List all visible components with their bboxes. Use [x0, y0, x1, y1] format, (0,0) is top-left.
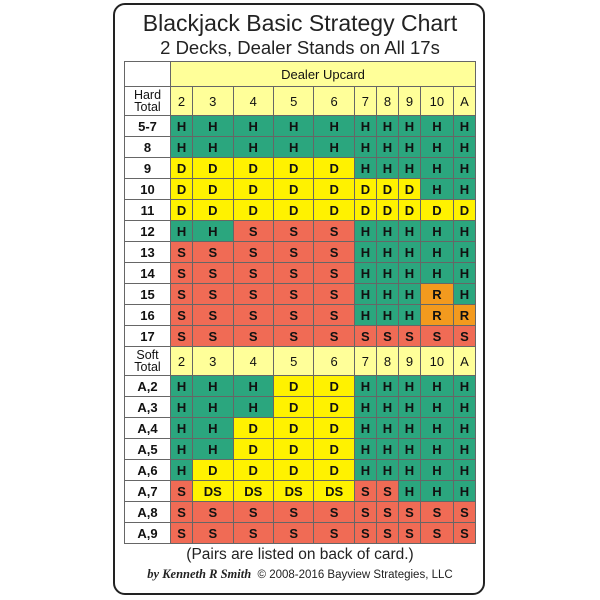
action-cell: H: [421, 242, 454, 263]
upcard-7: 7: [354, 347, 376, 376]
action-cell: S: [193, 326, 233, 347]
action-cell: H: [376, 158, 398, 179]
action-cell: H: [376, 221, 398, 242]
strategy-table: [124, 61, 476, 544]
action-cell: S: [273, 263, 313, 284]
action-cell: S: [193, 263, 233, 284]
action-cell: H: [398, 263, 420, 284]
action-cell: S: [398, 502, 420, 523]
row-total: 12: [125, 221, 171, 242]
pairs-note: (Pairs are listed on back of card.): [186, 546, 414, 563]
action-cell: H: [376, 397, 398, 418]
action-cell: H: [398, 305, 420, 326]
action-cell: H: [398, 376, 420, 397]
table-row: [125, 242, 476, 263]
table-row: [125, 179, 476, 200]
action-cell: H: [376, 418, 398, 439]
upcard-4: 4: [233, 347, 273, 376]
action-cell: H: [453, 158, 475, 179]
action-cell: S: [233, 523, 273, 544]
action-cell: S: [314, 305, 354, 326]
row-total: A,5: [125, 439, 171, 460]
action-cell: S: [453, 326, 475, 347]
action-cell: H: [193, 221, 233, 242]
action-cell: D: [314, 376, 354, 397]
action-cell: H: [354, 221, 376, 242]
action-cell: S: [193, 523, 233, 544]
action-cell: H: [453, 418, 475, 439]
action-cell: D: [314, 179, 354, 200]
action-cell: H: [376, 284, 398, 305]
action-cell: H: [398, 158, 420, 179]
action-cell: H: [376, 376, 398, 397]
action-cell: H: [314, 137, 354, 158]
action-cell: H: [398, 460, 420, 481]
action-cell: S: [376, 523, 398, 544]
action-cell: H: [453, 137, 475, 158]
action-cell: H: [421, 460, 454, 481]
action-cell: S: [273, 502, 313, 523]
action-cell: H: [233, 397, 273, 418]
action-cell: S: [273, 523, 313, 544]
table-row: [125, 305, 476, 326]
action-cell: D: [273, 179, 313, 200]
action-cell: D: [193, 460, 233, 481]
action-cell: S: [233, 263, 273, 284]
action-cell: S: [354, 481, 376, 502]
action-cell: S: [233, 502, 273, 523]
action-cell: H: [453, 481, 475, 502]
action-cell: H: [376, 439, 398, 460]
upcard-9: 9: [398, 347, 420, 376]
row-total: 5-7: [125, 116, 171, 137]
action-cell: H: [398, 418, 420, 439]
row-total: 16: [125, 305, 171, 326]
action-cell: S: [171, 481, 193, 502]
action-cell: S: [233, 326, 273, 347]
action-cell: H: [421, 397, 454, 418]
action-cell: H: [314, 116, 354, 137]
action-cell: D: [376, 179, 398, 200]
upcard-6: 6: [314, 347, 354, 376]
row-total: A,3: [125, 397, 171, 418]
row-total: A,8: [125, 502, 171, 523]
action-cell: H: [193, 116, 233, 137]
row-total: 8: [125, 137, 171, 158]
action-cell: S: [354, 326, 376, 347]
action-cell: R: [453, 305, 475, 326]
action-cell: H: [171, 460, 193, 481]
label-line: Total: [134, 360, 161, 374]
action-cell: H: [453, 242, 475, 263]
soft-header-row: [125, 347, 476, 376]
action-cell: H: [354, 439, 376, 460]
action-cell: S: [314, 284, 354, 305]
action-cell: S: [233, 221, 273, 242]
upcard-2: 2: [171, 347, 193, 376]
hard-header-row: [125, 87, 476, 116]
action-cell: H: [421, 418, 454, 439]
action-cell: H: [233, 116, 273, 137]
action-cell: H: [233, 376, 273, 397]
row-total: A,9: [125, 523, 171, 544]
row-total: 14: [125, 263, 171, 284]
action-cell: S: [233, 242, 273, 263]
upcard-9: 9: [398, 87, 420, 116]
action-cell: H: [421, 376, 454, 397]
action-cell: D: [233, 418, 273, 439]
author: by Kenneth R Smith: [147, 567, 252, 581]
action-cell: S: [273, 221, 313, 242]
action-cell: DS: [314, 481, 354, 502]
table-row: [125, 439, 476, 460]
action-cell: S: [171, 284, 193, 305]
action-cell: H: [354, 263, 376, 284]
action-cell: DS: [193, 481, 233, 502]
action-cell: S: [171, 326, 193, 347]
action-cell: S: [273, 242, 313, 263]
action-cell: H: [354, 376, 376, 397]
action-cell: H: [171, 397, 193, 418]
action-cell: S: [314, 263, 354, 284]
action-cell: D: [273, 376, 313, 397]
action-cell: H: [354, 418, 376, 439]
action-cell: S: [376, 326, 398, 347]
action-cell: H: [171, 221, 193, 242]
action-cell: H: [453, 116, 475, 137]
action-cell: S: [398, 523, 420, 544]
action-cell: S: [314, 242, 354, 263]
action-cell: S: [453, 502, 475, 523]
action-cell: H: [376, 305, 398, 326]
chart-title: Blackjack Basic Strategy Chart: [142, 10, 458, 36]
action-cell: D: [273, 158, 313, 179]
action-cell: S: [233, 284, 273, 305]
action-cell: D: [376, 200, 398, 221]
action-cell: S: [273, 305, 313, 326]
action-cell: D: [398, 200, 420, 221]
action-cell: S: [273, 326, 313, 347]
hard-total-label: [125, 87, 171, 116]
upcard-10: 10: [421, 347, 454, 376]
row-total: A,6: [125, 460, 171, 481]
action-cell: D: [233, 158, 273, 179]
action-cell: D: [453, 200, 475, 221]
action-cell: H: [398, 439, 420, 460]
action-cell: H: [193, 418, 233, 439]
table-row: [125, 263, 476, 284]
action-cell: D: [193, 179, 233, 200]
action-cell: H: [421, 116, 454, 137]
action-cell: D: [314, 439, 354, 460]
action-cell: H: [398, 221, 420, 242]
action-cell: S: [314, 326, 354, 347]
action-cell: S: [171, 242, 193, 263]
action-cell: H: [398, 481, 420, 502]
action-cell: H: [354, 460, 376, 481]
table-row: [125, 502, 476, 523]
action-cell: D: [233, 179, 273, 200]
action-cell: S: [193, 284, 233, 305]
upcard-3: 3: [193, 87, 233, 116]
action-cell: H: [453, 179, 475, 200]
action-cell: H: [171, 137, 193, 158]
label-line: Total: [134, 100, 161, 114]
action-cell: H: [453, 460, 475, 481]
action-cell: H: [453, 221, 475, 242]
action-cell: S: [453, 523, 475, 544]
action-cell: H: [171, 376, 193, 397]
action-cell: S: [421, 523, 454, 544]
row-total: 11: [125, 200, 171, 221]
table-row: [125, 221, 476, 242]
action-cell: H: [354, 397, 376, 418]
corner-cell: [125, 62, 171, 87]
table-row: [125, 284, 476, 305]
action-cell: H: [453, 397, 475, 418]
action-cell: D: [354, 200, 376, 221]
action-cell: S: [193, 502, 233, 523]
action-cell: H: [421, 137, 454, 158]
action-cell: D: [233, 200, 273, 221]
action-cell: H: [453, 284, 475, 305]
row-total: 9: [125, 158, 171, 179]
action-cell: H: [171, 439, 193, 460]
action-cell: D: [273, 200, 313, 221]
label-line: Hard: [133, 88, 162, 102]
action-cell: H: [376, 263, 398, 284]
action-cell: H: [421, 481, 454, 502]
action-cell: D: [193, 200, 233, 221]
action-cell: S: [421, 326, 454, 347]
action-cell: H: [453, 263, 475, 284]
action-cell: H: [376, 116, 398, 137]
action-cell: H: [421, 439, 454, 460]
dealer-upcard-header: Dealer Upcard: [171, 62, 476, 87]
copyright: © 2008-2016 Bayview Strategies, LLC: [257, 569, 453, 581]
action-cell: S: [314, 523, 354, 544]
action-cell: D: [171, 179, 193, 200]
action-cell: D: [314, 200, 354, 221]
row-total: A,4: [125, 418, 171, 439]
action-cell: S: [314, 502, 354, 523]
action-cell: D: [314, 397, 354, 418]
action-cell: H: [354, 242, 376, 263]
action-cell: H: [421, 158, 454, 179]
action-cell: H: [171, 116, 193, 137]
action-cell: H: [421, 179, 454, 200]
action-cell: S: [171, 502, 193, 523]
action-cell: DS: [273, 481, 313, 502]
upcard-A: A: [453, 87, 475, 116]
action-cell: H: [398, 284, 420, 305]
action-cell: DS: [233, 481, 273, 502]
table-row: [125, 158, 476, 179]
action-cell: H: [354, 158, 376, 179]
action-cell: D: [314, 158, 354, 179]
action-cell: H: [398, 397, 420, 418]
action-cell: H: [398, 242, 420, 263]
action-cell: H: [421, 221, 454, 242]
table-row: [125, 523, 476, 544]
action-cell: H: [354, 284, 376, 305]
upcard-4: 4: [233, 87, 273, 116]
credit-line: [0, 567, 600, 582]
action-cell: D: [273, 418, 313, 439]
action-cell: H: [354, 305, 376, 326]
soft-total-label: [125, 347, 171, 376]
upcard-A: A: [453, 347, 475, 376]
action-cell: S: [171, 523, 193, 544]
table-row: [125, 397, 476, 418]
action-cell: H: [398, 116, 420, 137]
action-cell: H: [453, 376, 475, 397]
upcard-8: 8: [376, 347, 398, 376]
label-line: Soft: [136, 348, 159, 362]
action-cell: S: [354, 523, 376, 544]
action-cell: H: [273, 116, 313, 137]
action-cell: D: [273, 460, 313, 481]
upcard-8: 8: [376, 87, 398, 116]
action-cell: H: [273, 137, 313, 158]
table-row: [125, 481, 476, 502]
row-total: 10: [125, 179, 171, 200]
action-cell: D: [421, 200, 454, 221]
action-cell: H: [453, 439, 475, 460]
table-row: [125, 116, 476, 137]
action-cell: S: [376, 481, 398, 502]
action-cell: S: [354, 502, 376, 523]
row-total: 15: [125, 284, 171, 305]
upcard-10: 10: [421, 87, 454, 116]
table-row: [125, 137, 476, 158]
action-cell: H: [354, 137, 376, 158]
action-cell: D: [398, 179, 420, 200]
action-cell: H: [171, 418, 193, 439]
action-cell: S: [193, 242, 233, 263]
action-cell: D: [273, 439, 313, 460]
action-cell: D: [314, 460, 354, 481]
action-cell: D: [233, 460, 273, 481]
action-cell: H: [193, 137, 233, 158]
row-total: A,7: [125, 481, 171, 502]
table-row: [125, 376, 476, 397]
chart-subtitle: 2 Decks, Dealer Stands on All 17s: [160, 37, 440, 58]
action-cell: H: [376, 460, 398, 481]
action-cell: H: [354, 116, 376, 137]
upcard-7: 7: [354, 87, 376, 116]
table-row: [125, 326, 476, 347]
action-cell: H: [376, 242, 398, 263]
action-cell: R: [421, 284, 454, 305]
action-cell: S: [314, 221, 354, 242]
row-total: 13: [125, 242, 171, 263]
table-row: [125, 418, 476, 439]
action-cell: D: [171, 200, 193, 221]
action-cell: D: [171, 158, 193, 179]
upcard-6: 6: [314, 87, 354, 116]
action-cell: S: [273, 284, 313, 305]
action-cell: R: [421, 305, 454, 326]
action-cell: S: [171, 305, 193, 326]
row-total: A,2: [125, 376, 171, 397]
action-cell: H: [376, 137, 398, 158]
action-cell: D: [273, 397, 313, 418]
action-cell: H: [398, 137, 420, 158]
action-cell: D: [193, 158, 233, 179]
action-cell: D: [314, 418, 354, 439]
action-cell: D: [354, 179, 376, 200]
action-cell: S: [233, 305, 273, 326]
upcard-5: 5: [273, 87, 313, 116]
action-cell: H: [193, 439, 233, 460]
action-cell: S: [376, 502, 398, 523]
upcard-2: 2: [171, 87, 193, 116]
action-cell: H: [193, 397, 233, 418]
action-cell: S: [193, 305, 233, 326]
action-cell: D: [233, 439, 273, 460]
action-cell: S: [398, 326, 420, 347]
upcard-3: 3: [193, 347, 233, 376]
row-total: 17: [125, 326, 171, 347]
table-row: [125, 460, 476, 481]
action-cell: H: [233, 137, 273, 158]
action-cell: S: [421, 502, 454, 523]
action-cell: H: [193, 376, 233, 397]
table-row: [125, 200, 476, 221]
action-cell: H: [421, 263, 454, 284]
action-cell: S: [171, 263, 193, 284]
upcard-5: 5: [273, 347, 313, 376]
